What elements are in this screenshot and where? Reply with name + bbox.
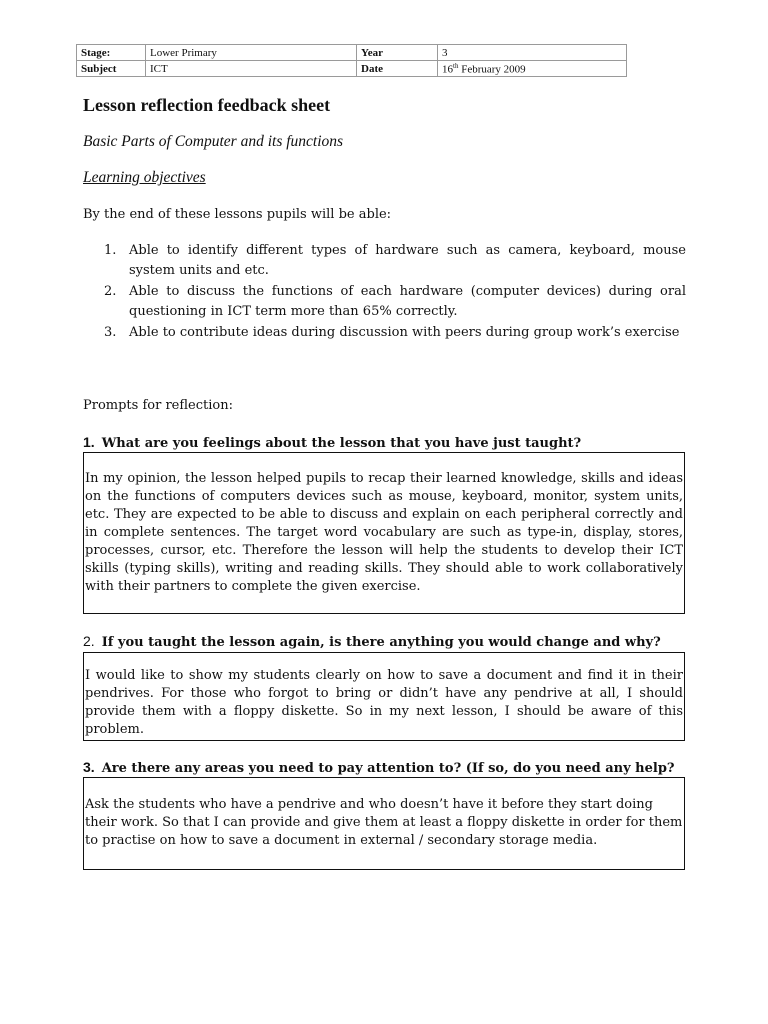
list-item-number: 2. bbox=[104, 284, 117, 299]
answer-box-2 bbox=[83, 652, 685, 741]
page-title: Lesson reflection feedback sheet bbox=[83, 95, 331, 115]
question-number: 1. bbox=[83, 434, 95, 450]
list-item-text: Able to discuss the functions of each hardware (computer devices) during oral questioning in ICT term more than 65% correctly. bbox=[129, 284, 686, 319]
objectives-intro: By the end of these lessons pupils will be able: bbox=[83, 207, 392, 222]
question-3 bbox=[83, 759, 675, 776]
year-label: Year bbox=[357, 45, 438, 61]
question-text: Are there any areas you need to pay attention to? (If so, do you need any help? bbox=[101, 761, 675, 776]
list-item bbox=[104, 323, 686, 343]
lesson-info-table bbox=[76, 44, 627, 77]
list-item bbox=[104, 282, 686, 322]
date-day: 16 bbox=[442, 63, 453, 76]
stage-label: Stage: bbox=[77, 45, 146, 61]
stage-value: Lower Primary bbox=[146, 45, 357, 61]
list-item bbox=[104, 241, 686, 281]
list-item-text: Able to contribute ideas during discussion with peers during group work’s exercise bbox=[129, 325, 680, 340]
question-text: If you taught the lesson again, is there anything you would change and why? bbox=[101, 635, 661, 650]
question-number: 2. bbox=[83, 633, 95, 649]
info-row-stage bbox=[77, 45, 627, 61]
list-item-text: Able to identify different types of hardware such as camera, keyboard, mouse system units and etc. bbox=[129, 243, 686, 278]
answer-text: I would like to show my students clearly on how to save a document and find it in their pendrives. For those who forgot to bring or didn’t have any pendrive at all, I should provide them with a floppy diskette. So in my next lesson, I should be aware of this problem. bbox=[85, 668, 683, 737]
question-1 bbox=[83, 434, 581, 451]
date-suffix: th bbox=[453, 61, 459, 70]
answer-box-3 bbox=[83, 777, 685, 870]
subject-label: Subject bbox=[77, 61, 146, 77]
date-value bbox=[438, 61, 627, 77]
lesson-subtitle: Basic Parts of Computer and its functions bbox=[83, 133, 344, 150]
question-2 bbox=[83, 633, 661, 650]
question-text: What are you feelings about the lesson that you have just taught? bbox=[101, 436, 582, 451]
objectives-list bbox=[104, 241, 686, 344]
list-item-number: 3. bbox=[104, 325, 117, 340]
answer-box-1 bbox=[83, 452, 685, 614]
question-number: 3. bbox=[83, 759, 95, 775]
list-item-number: 1. bbox=[104, 243, 117, 258]
subject-value: ICT bbox=[146, 61, 357, 77]
year-value: 3 bbox=[438, 45, 627, 61]
answer-text: In my opinion, the lesson helped pupils to recap their learned knowledge, skills and ideas on the functions of computers devices such as mouse, keyboard, monitor, system units, etc. They are expected to be able to discuss and explain on each peripheral correctly and in complete sentences. The target word vocabulary are such as type-in, display, stores, processes, cursor, etc. Therefore the lesson will help the students to develop their ICT skills (typing skills), writing and reading skills. They should able to work collaboratively with their partners to complete the given exercise. bbox=[85, 471, 683, 594]
prompts-heading: Prompts for reflection: bbox=[83, 398, 233, 413]
answer-text: Ask the students who have a pendrive and who doesn’t have it before they start doing their work. So that I can provide and give them at least a floppy diskette in order for them to practise on how to save a document in external / secondary storage media. bbox=[85, 797, 683, 848]
objectives-heading: Learning objectives bbox=[83, 169, 206, 186]
info-row-subject bbox=[77, 61, 627, 77]
date-label: Date bbox=[357, 61, 438, 77]
date-rest: February 2009 bbox=[458, 63, 526, 76]
